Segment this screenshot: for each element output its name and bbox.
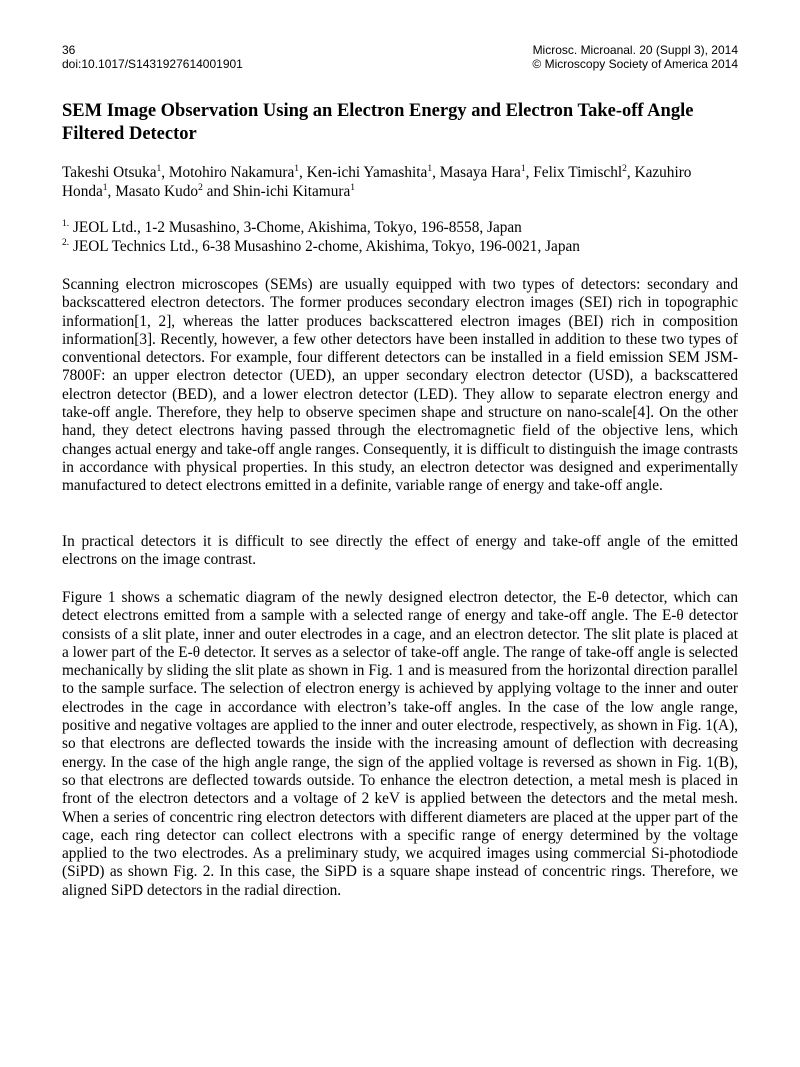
header-right — [532, 43, 738, 71]
author-name: Takeshi Otsuka — [62, 164, 157, 181]
author-affiliation-mark: 1 — [294, 163, 299, 174]
affiliation-text: JEOL Technics Ltd., 6-38 Musashino 2-chome, Akishima, Tokyo, 196-0021, Japan — [69, 238, 580, 255]
author-affiliation-mark: 1 — [102, 182, 108, 193]
author-name: Kazuhiro Honda — [62, 164, 692, 200]
journal-citation: Microsc. Microanal. 20 (Suppl 3), 2014 — [532, 43, 738, 57]
author-affiliation-mark: 2 — [198, 182, 203, 193]
body-paragraph-intro: Scanning electron microscopes (SEMs) are usually equipped with two types of detectors: secondary and backscattered electron detectors. The former produces secondary electron images (SEI) rich in topographic information[1, 2], whereas the latter produces backscattered electron images (BEI) rich in composition information[3]. Recently, however, a few other detectors have been installed in addition to these two types of conventional detectors. For example, four different detectors can be installed in a field emission SEM JSM-7800F: an upper electron detector (UED), an upper secondary electron detector (USD), a backscattered electron detector (BED), and a lower electron detector (LED). They allow to separate electron energy and take-off angle. Therefore, they help to observe specimen shape and structure on nano-scale[4]. On the other hand, they detect electrons having passed through the electromagnetic field of the objective lens, which changes actual energy and take-off angle ranges. Consequently, it is difficult to distinguish the image contrasts in accordance with physical properties. In this study, an electron detector was designed and experimentally manufactured to detect electrons emitted in a definite, variable range of energy and take-off angle. — [62, 276, 738, 495]
copyright-notice: © Microscopy Society of America 2014 — [532, 57, 738, 71]
author-name: Felix Timischl — [533, 164, 623, 181]
author-separator: , — [107, 183, 116, 200]
author-affiliation-mark: 1 — [427, 163, 433, 174]
body-paragraph-figure-description: Figure 1 shows a schematic diagram of the newly designed electron detector, the E-θ detector, which can detect electrons emitted from a sample with a selected range of energy and take-off angle. The E-θ detector consists of a slit plate, inner and outer electrodes in a cage, and an electron detector. The slit plate is placed at a lower part of the E-θ detector. It serves as a selector of take-off angle. The range of take-off angle is selected mechanically by sliding the slit plate as shown in Fig. 1 and is measured from the horizontal direction parallel to the sample surface. The selection of electron energy is achieved by applying voltage to the inner and outer electrodes in the cage in accordance with electron’s take-off angles. In the case of the low angle range, positive and negative voltages are applied to the inner and outer electrode, respectively, as shown in Fig. 1(A), so that electrons are deflected towards the inside with the increasing amount of deflection with decreasing energy. In the case of the high angle range, the sign of the applied voltage is reversed as shown in Fig. 1(B), so that electrons are deflected towards outside. To enhance the electron detection, a metal mesh is placed in front of the electron detectors and a voltage of 2 keV is applied between the detectors and the metal mesh. When a series of concentric ring electron detectors with different diameters are placed at the upper part of the cage, each ring detector can collect electrons with a specific range of energy determined by the voltage applied to the two electrodes. As a preliminary study, we acquired images using commercial Si-photodiode (SiPD) as shown Fig. 2. In this case, the SiPD is a square shape instead of concentric rings. Therefore, we aligned SiPD detectors in the radial direction. — [62, 589, 738, 899]
affiliation — [62, 218, 738, 237]
author-separator: , — [161, 164, 169, 181]
affiliation — [62, 237, 738, 256]
author-name: Motohiro Nakamura — [168, 164, 295, 181]
author-name: Shin-ichi Kitamura — [232, 183, 351, 200]
affiliation-text: JEOL Ltd., 1-2 Musashino, 3-Chome, Akishima, Tokyo, 196-8558, Japan — [69, 219, 522, 236]
author-separator: and — [202, 183, 233, 200]
page-number: 36 — [62, 43, 76, 57]
body-paragraph-practical: In practical detectors it is difficult to see directly the effect of energy and take-off angle of the emitted electrons on the image contrast. — [62, 533, 738, 569]
doi: doi:10.1017/S1431927614001901 — [62, 57, 243, 71]
author-separator: , — [299, 164, 307, 181]
author-affiliation-mark: 1 — [350, 182, 355, 193]
affiliation-list — [62, 218, 738, 256]
author-name: Masato Kudo — [115, 183, 199, 200]
author-separator: , — [432, 164, 440, 181]
author-affiliation-mark: 2 — [622, 163, 627, 174]
paper-title: SEM Image Observation Using an Electron Energy and Electron Take-off Angle Filtered Detector — [62, 101, 694, 144]
author-name: Ken-ichi Yamashita — [306, 164, 428, 181]
affiliation-mark: 2. — [62, 237, 70, 248]
author-separator: , — [525, 164, 534, 181]
affiliation-mark: 1. — [62, 218, 70, 229]
author-separator: , — [626, 164, 635, 181]
author-name: Masaya Hara — [439, 164, 521, 181]
author-affiliation-mark: 1 — [156, 163, 162, 174]
header-left — [62, 43, 243, 71]
author-list — [62, 163, 738, 201]
author-affiliation-mark: 1 — [520, 163, 526, 174]
